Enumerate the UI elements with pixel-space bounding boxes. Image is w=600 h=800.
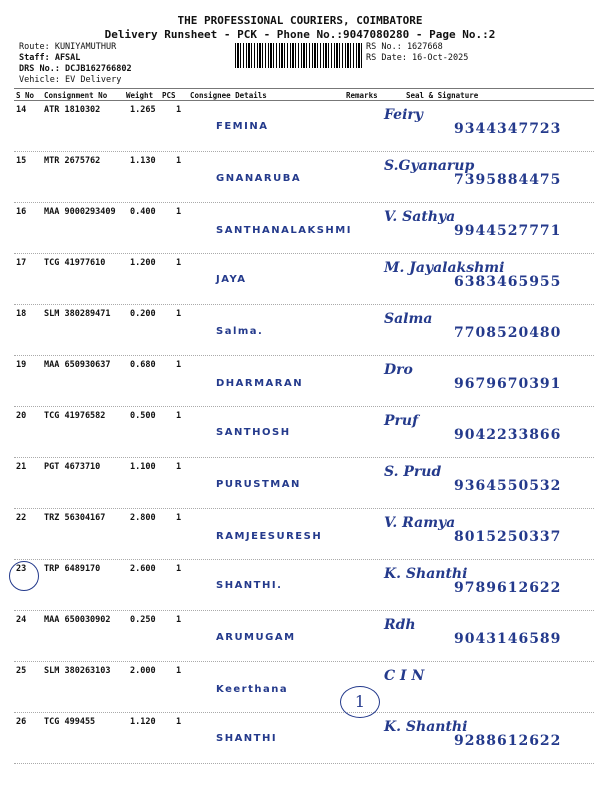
phone-number: 9043146589 (454, 631, 562, 647)
signature: Dro (384, 362, 413, 378)
consignment-cell: MAA 650030902 (44, 615, 111, 625)
sno-cell: 14 (16, 105, 27, 115)
pcs-cell: 1 (176, 615, 182, 625)
weight-cell: 0.400 (130, 207, 156, 217)
pcs-cell: 1 (176, 513, 182, 523)
weight-cell: 1.120 (130, 717, 156, 727)
consignee-name: DHARMARAN (216, 378, 304, 389)
col-weight: Weight (126, 91, 154, 100)
sno-cell: 16 (16, 207, 27, 217)
consignee-name: SANTHOSH (216, 427, 291, 438)
consignment-cell: PGT 4673710 (44, 462, 101, 472)
rs-number: RS No.: 1627668 (366, 42, 443, 52)
phone-number: 9679670391 (454, 376, 562, 392)
meta-left (19, 42, 132, 86)
consignment-cell: SLM 380263103 (44, 666, 111, 676)
col-sno: S No (16, 91, 35, 100)
phone-number: 9789612622 (454, 580, 562, 596)
signature: Feiry (384, 107, 423, 123)
signature: V. Ramya (384, 515, 456, 531)
pcs-cell: 1 (176, 462, 182, 472)
consignment-cell: MAA 9000293409 (44, 207, 116, 217)
pcs-cell: 1 (176, 717, 182, 727)
phone-number: 8015250337 (454, 529, 562, 545)
pcs-cell: 1 (176, 411, 182, 421)
consignee-name: JAYA (216, 274, 247, 285)
consignment-cell: ATR 1810302 (44, 105, 101, 115)
col-seal: Seal & Signature (406, 91, 479, 100)
barcode (235, 43, 363, 68)
consignment-cell: TRP 6489170 (44, 564, 101, 574)
signature: K. Shanthi (384, 719, 468, 735)
weight-cell: 0.250 (130, 615, 156, 625)
phone-number: 7395884475 (454, 172, 562, 188)
weight-cell: 1.265 (130, 105, 156, 115)
sno-cell: 24 (16, 615, 27, 625)
pcs-cell: 1 (176, 207, 182, 217)
phone-number: 9364550532 (454, 478, 562, 494)
pcs-cell: 1 (176, 105, 182, 115)
sno-cell: 19 (16, 360, 27, 370)
page-mark: 1 (340, 686, 380, 718)
signature: Rdh (384, 617, 416, 633)
table-row (14, 152, 594, 203)
sno-cell: 26 (16, 717, 27, 727)
weight-cell: 2.000 (130, 666, 156, 676)
runsheet-subtitle: Delivery Runsheet - PCK - Phone No.:9047080280 - Page No.:2 (104, 28, 496, 41)
drs-label: DRS No.: DCJB162766802 (19, 64, 132, 74)
weight-cell: 0.500 (130, 411, 156, 421)
phone-number: 9288612622 (454, 733, 562, 749)
header-rule-top (14, 88, 594, 89)
pcs-cell: 1 (176, 666, 182, 676)
col-pcs: PCS (162, 91, 176, 100)
pcs-cell: 1 (176, 258, 182, 268)
row-separator (14, 763, 594, 764)
signature: V. Sathya (384, 209, 456, 225)
consignment-cell: TRZ 56304167 (44, 513, 106, 523)
sno-cell: 25 (16, 666, 27, 676)
table-row (14, 611, 594, 662)
vehicle-label: Vehicle: EV Delivery (19, 75, 122, 85)
signature: Pruf (384, 413, 419, 429)
signature: Salma (384, 311, 433, 327)
meta-right (366, 42, 468, 64)
table-row (14, 662, 594, 713)
table-row (14, 458, 594, 509)
table-row (14, 509, 594, 560)
phone-number: 9944527771 (454, 223, 562, 239)
pcs-cell: 1 (176, 156, 182, 166)
consignee-name: Salma. (216, 326, 264, 337)
phone-number: 9042233866 (454, 427, 562, 443)
weight-cell: 2.800 (130, 513, 156, 523)
weight-cell: 1.200 (130, 258, 156, 268)
consignment-cell: TCG 41976582 (44, 411, 106, 421)
table-row (14, 254, 594, 305)
table-row (14, 560, 594, 611)
consignment-cell: TCG 41977610 (44, 258, 106, 268)
table-row (14, 203, 594, 254)
col-remarks: Remarks (346, 91, 378, 100)
weight-cell: 0.200 (130, 309, 156, 319)
sno-cell: 20 (16, 411, 27, 421)
table-row (14, 713, 594, 764)
consignee-name: GNANARUBA (216, 173, 302, 184)
sno-cell: 22 (16, 513, 27, 523)
weight-cell: 1.130 (130, 156, 156, 166)
table-row (14, 356, 594, 407)
signature: S. Prud (384, 464, 442, 480)
phone-number: 6383465955 (454, 274, 562, 290)
sno-cell: 17 (16, 258, 27, 268)
weight-cell: 0.680 (130, 360, 156, 370)
consignee-name: SHANTHI (216, 733, 278, 744)
consignee-name: SHANTHI. (216, 580, 283, 591)
consignee-name: RAMJEESURESH (216, 531, 323, 542)
table-row (14, 305, 594, 356)
weight-cell: 1.100 (130, 462, 156, 472)
signature: K. Shanthi (384, 566, 468, 582)
col-consignment: Consignment No (44, 91, 108, 100)
pcs-cell: 1 (176, 564, 182, 574)
signature: C I N (384, 668, 425, 684)
table-row (14, 407, 594, 458)
signature: S.Gyanarup (384, 158, 475, 174)
sno-cell: 23 (16, 564, 27, 574)
pcs-cell: 1 (176, 309, 182, 319)
circle-row-25 (9, 561, 39, 591)
consignee-name: ARUMUGAM (216, 632, 296, 643)
consignee-name: PURUSTMAN (216, 479, 301, 490)
sno-cell: 15 (16, 156, 27, 166)
consignee-name: SANTHANALAKSHMI (216, 225, 352, 236)
company-title: THE PROFESSIONAL COURIERS, COIMBATORE (177, 14, 423, 27)
sno-cell: 21 (16, 462, 27, 472)
consignment-cell: SLM 380289471 (44, 309, 111, 319)
consignment-cell: MTR 2675762 (44, 156, 101, 166)
consignee-name: Keerthana (216, 684, 289, 695)
route-label: Route: KUNIYAMUTHUR (19, 42, 117, 52)
consignee-name: FEMINA (216, 121, 269, 132)
sno-cell: 18 (16, 309, 27, 319)
signature: M. Jayalakshmi (384, 260, 505, 276)
col-consignee: Consignee Details (190, 91, 267, 100)
weight-cell: 2.600 (130, 564, 156, 574)
phone-number: 9344347723 (454, 121, 562, 137)
phone-number: 7708520480 (454, 325, 562, 341)
consignment-cell: MAA 650930637 (44, 360, 111, 370)
staff-label: Staff: AFSAL (19, 53, 81, 63)
table-row (14, 101, 594, 152)
pcs-cell: 1 (176, 360, 182, 370)
consignment-cell: TCG 499455 (44, 717, 96, 727)
rs-date: RS Date: 16-Oct-2025 (366, 53, 469, 63)
